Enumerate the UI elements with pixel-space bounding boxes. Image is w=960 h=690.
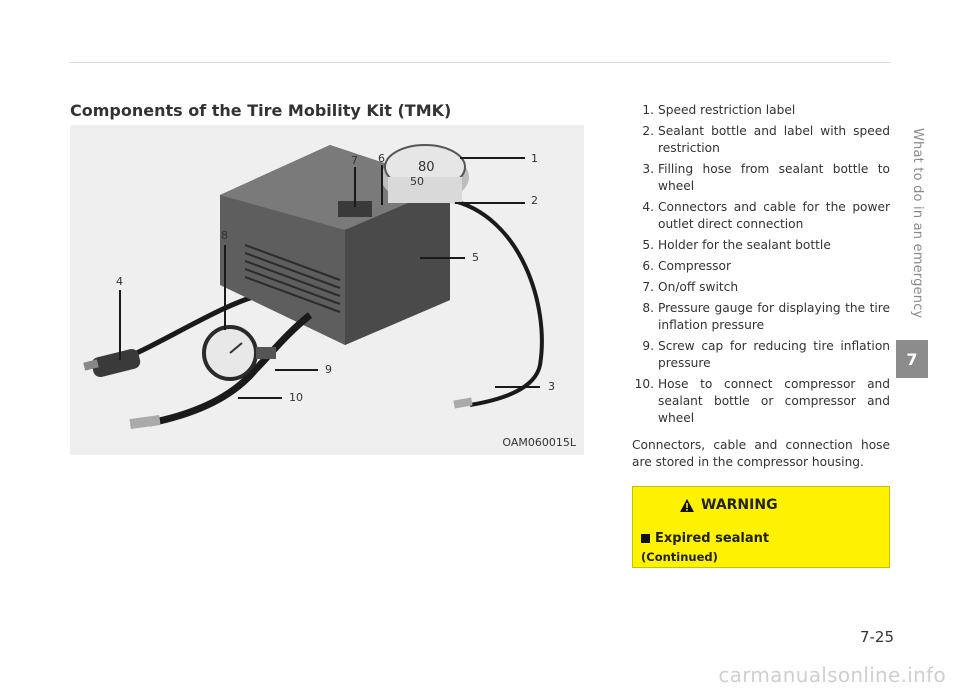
list-text: Sealant bottle and label with speed restriction [658,124,890,155]
list-item [632,161,890,195]
list-item [632,338,890,372]
warning-subheader [641,531,769,546]
callout-8: 8 [221,229,228,242]
warning-box [632,486,890,568]
list-item [632,258,890,275]
list-text: Connectors and cable for the power outlet direct connection [658,200,890,231]
list-text: Filling hose from sealant bottle to wheel [658,162,890,193]
tmk-illustration [70,125,584,455]
callout-4: 4 [116,275,123,288]
list-number: 2. [642,124,654,138]
list-text: Screw cap for reducing tire inflation pressure [658,339,890,370]
warning-continued: (Continued) [641,550,718,564]
top-rule [70,62,890,63]
callout-3: 3 [548,380,555,393]
callout-10: 10 [289,391,303,404]
square-bullet-icon [641,534,650,543]
list-number: 4. [642,200,654,214]
callout-5: 5 [472,251,479,264]
callout-6: 6 [378,152,385,165]
warning-title: WARNING [701,497,778,513]
callout-2: 2 [531,194,538,207]
list-number: 10. [634,377,654,391]
list-number: 6. [642,259,654,273]
list-item [632,300,890,334]
list-item [632,102,890,119]
sealant-speed-label-50: 50 [410,175,424,188]
section-heading: Components of the Tire Mobility Kit (TMK) [70,101,452,120]
list-number: 8. [642,301,654,315]
list-number: 7. [642,280,654,294]
list-text: Pressure gauge for displaying the tire inflation pressure [658,301,890,332]
warning-subtitle: Expired sealant [655,531,770,546]
page-number: 7-25 [859,628,894,646]
list-text: Holder for the sealant bottle [658,238,831,252]
callout-7: 7 [351,154,358,167]
callout-1: 1 [531,152,538,165]
list-item [632,237,890,254]
parts-list [632,102,890,431]
list-number: 1. [642,103,654,117]
figure-code: OAM060015L [502,436,576,449]
list-text: Compressor [658,259,731,273]
chapter-side-label: What to do in an emergency [910,128,925,319]
list-number: 9. [642,339,654,353]
list-number: 5. [642,238,654,252]
sealant-speed-label-80: 80 [418,160,435,175]
list-item [632,123,890,157]
watermark: carmanualsonline.info [718,663,946,687]
storage-note: Connectors, cable and connection hose are stored in the compressor housing. [632,438,890,469]
callout-9: 9 [325,363,332,376]
list-text: Speed restriction label [658,103,796,117]
warning-icon [679,498,695,513]
list-item [632,279,890,296]
warning-header [679,497,778,513]
list-text: On/off switch [658,280,739,294]
list-number: 3. [642,162,654,176]
list-item [632,376,890,427]
list-text: Hose to connect compressor and sealant bottle or compressor and wheel [658,377,890,425]
tmk-figure [70,125,584,455]
list-item [632,199,890,233]
chapter-tab: 7 [896,340,928,378]
